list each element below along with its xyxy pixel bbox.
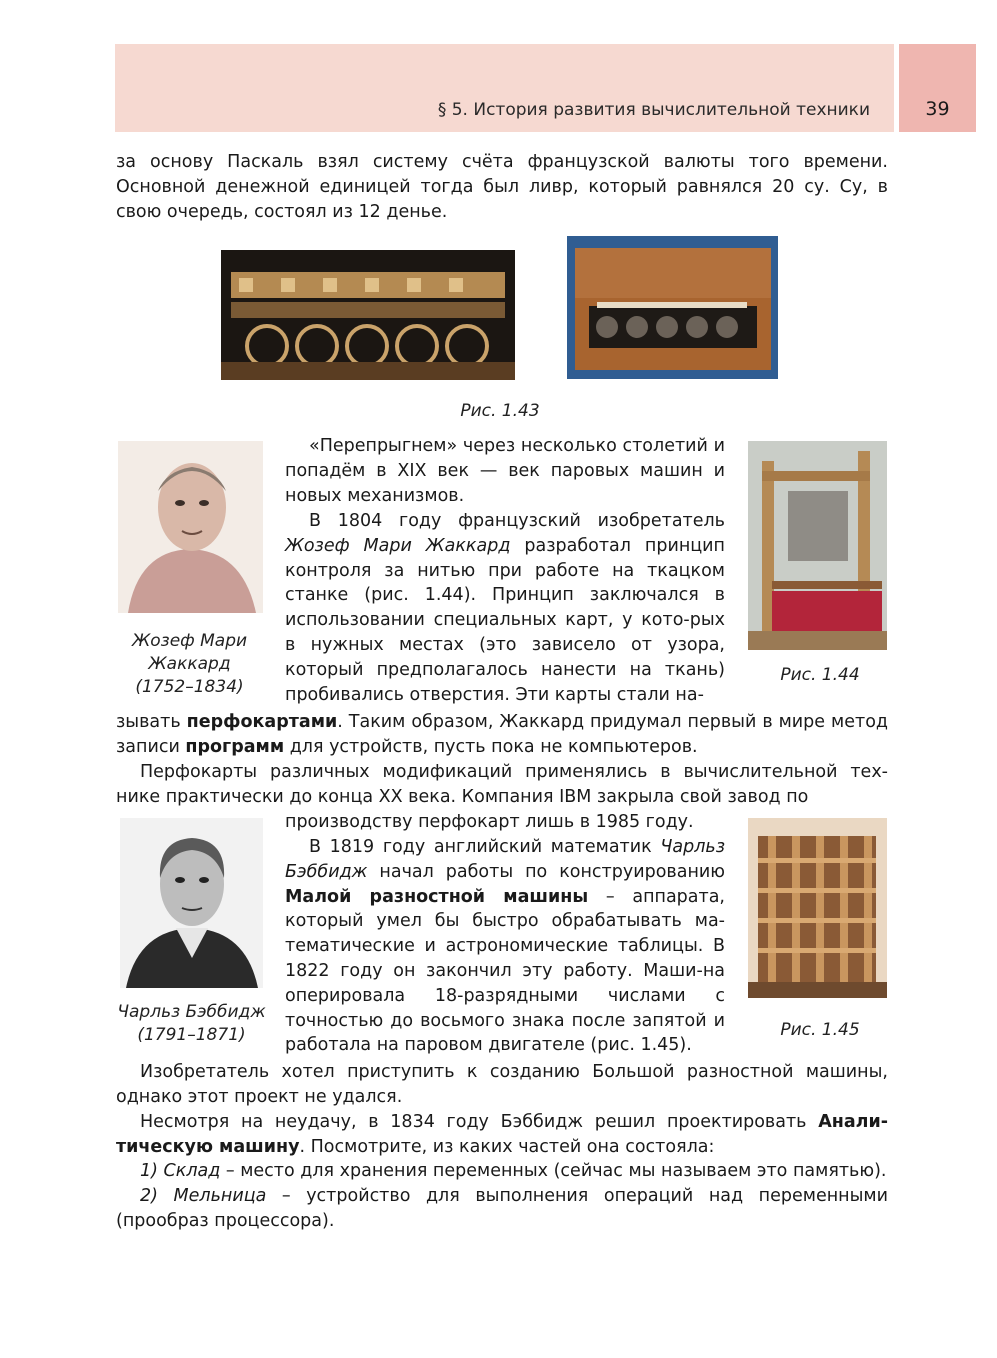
punchcards-paragraph-1 (116, 710, 888, 760)
jacquard-portrait (118, 441, 263, 613)
figure-1-44-loom-photo (748, 441, 887, 650)
babbage-years: (1791–1871) (137, 1025, 246, 1045)
punchcards-p1-middle: . Таким образом, Жаккард придумал первый в мире метод записи (116, 712, 889, 757)
portrait-engraving-icon (120, 818, 263, 988)
portrait-engraving-icon (118, 441, 263, 613)
jacquard-p2-start: В 1804 году французский изобретатель (309, 511, 725, 531)
page-number: 39 (925, 98, 950, 120)
punchcards-p1-start: зывать (116, 712, 187, 732)
term-programs: программ (185, 736, 285, 757)
figure-1-43-right-photo (567, 236, 778, 379)
term-difference-engine: Малой разностной машины (285, 886, 589, 907)
term-punchcards: перфокартами (186, 712, 338, 732)
babbage-paragraph (285, 835, 725, 1058)
list-item-mill-text: – устройство для выполнения операций над переменными (прообраз процессора). (116, 1186, 889, 1231)
figure-1-43-left-photo (221, 250, 515, 380)
analytical-paragraph-1: Изобретатель хотел приступить к созданию Большой разностной машины, однако этот проект не удался. (116, 1062, 888, 1107)
figure-1-44-caption: Рис. 1.44 (780, 665, 860, 685)
babbage-p-start: В 1819 году английский математик (309, 837, 661, 857)
jacquard-name-line1: Жозеф Мари (131, 631, 248, 651)
list-item-storage-text: – место для хранения переменных (сейчас мы называем это памятью). (220, 1161, 887, 1181)
jacquard-p2-rest: разработал принцип контроля за нитью при работе на ткацком станке (рис. 1.44). Принцип заключался в использовании специальных карт, у кото-рых в нужных местах (это зависело от узора, который предполагалось нанести на ткань) пробивались отверстия. Эти карты стали на- (285, 535, 725, 705)
punchcards-paragraph-2: Перфокарты различных модификаций применялись в вычислительной тех-нике практически до конца XX века. Компания IBM закрыла свой завод по (116, 762, 888, 807)
jacquard-paragraph-1: «Перепрыгнем» через несколько столетий и попадём в XIX век — век паровых машин и новых механизмов. (285, 436, 725, 506)
list-item-mill-label: 2) Мельница (140, 1186, 267, 1206)
jacquard-name-line2: Жаккард (148, 654, 231, 674)
pascaline-open-icon (221, 250, 515, 380)
babbage-name: Чарльз Бэббидж (117, 1002, 266, 1022)
page-number-box (899, 44, 976, 132)
difference-engine-icon (748, 818, 887, 998)
section-title: § 5. История развития вычислительной техники (437, 100, 870, 120)
jacquard-portrait-caption (112, 630, 267, 699)
header-band (115, 44, 894, 132)
intro-paragraph: за основу Паскаль взял систему счёта французской валюты того времени. Основной денежной единицей тогда был ливр, который равнялся 20 су. Су, в свою очередь, состоял из 12 денье. (116, 152, 888, 222)
analytical-paragraph-2 (116, 1110, 888, 1160)
babbage-portrait (120, 818, 263, 988)
jacquard-years: (1752–1834) (135, 677, 244, 697)
loom-icon (748, 441, 887, 650)
list-item-storage (116, 1159, 888, 1184)
figure-1-43-caption: Рис. 1.43 (460, 401, 540, 421)
jacquard-name: Жозеф Мари Жаккард (285, 535, 511, 556)
figure-1-45-difference-engine-photo (748, 818, 887, 998)
analytical-p2-start: Несмотря на неудачу, в 1834 году Бэббидж решил проектировать (140, 1112, 819, 1132)
figure-1-45-caption: Рис. 1.45 (780, 1020, 860, 1040)
punchcards-paragraph-3: производству перфокарт лишь в 1985 году. (285, 812, 694, 832)
analytical-p2-end: . Посмотрите, из каких частей она состояла: (299, 1136, 715, 1157)
jacquard-paragraph-2 (285, 509, 725, 707)
punchcards-p1-end: для устройств, пусть пока не компьютеров. (284, 736, 698, 757)
babbage-portrait-caption (104, 1001, 279, 1047)
babbage-name-inline: Чарльз Бэббидж (285, 837, 725, 882)
babbage-p-rest: – аппарата, который умел бы быстро обрабатывать ма-тематические и астрономические таблицы. В 1822 году он закончил эту работу. Маши-на оперировала 18-разрядными числами с точностью до восьмого знака после запятой и работала на паровом двигателе (рис. 1.45). (285, 886, 725, 1056)
list-item-mill (116, 1184, 888, 1234)
babbage-p-middle: начал работы по конструированию (367, 861, 725, 882)
list-item-storage-label: 1) Склад (140, 1161, 221, 1181)
pascaline-box-icon (567, 236, 778, 379)
term-analytical-engine: Анали-тическую машину (116, 1112, 888, 1157)
